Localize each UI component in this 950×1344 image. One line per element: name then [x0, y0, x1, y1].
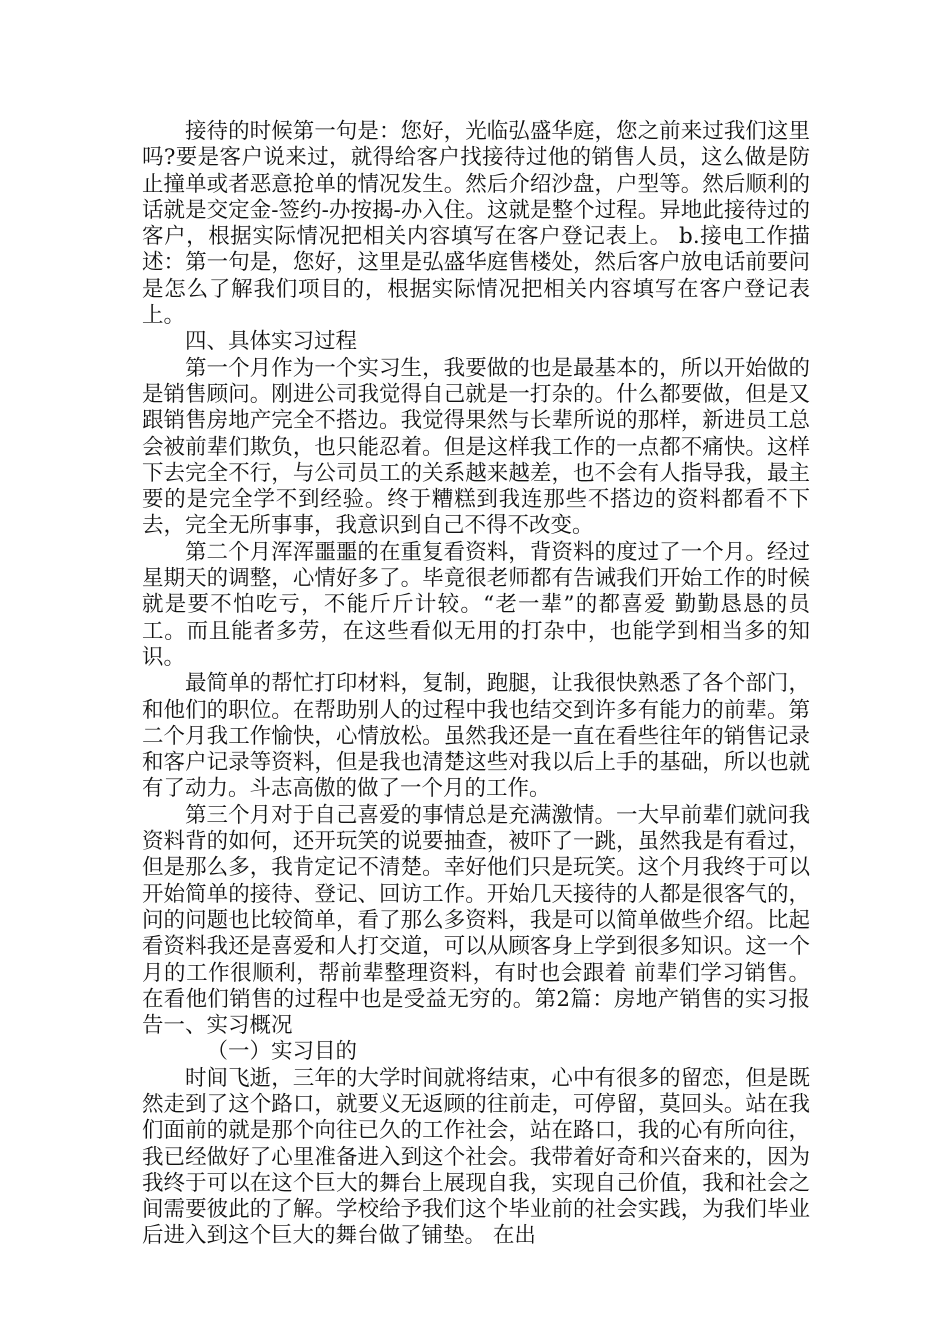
paragraph-month-one: 第一个月作为一个实习生，我要做的也是最基本的，所以开始做的是销售顾问。刚进公司我觉得自己就是一打杂的。什么都要做，但是又跟销售房地产完全不搭边。我觉得果然与长辈所说的那样，新进员工总会被前辈们欺负，也只能忍着。但是这样我工作的一点都不痛快。这样下去完全不行，与公司员工的关系越来越差，也不会有人指导我，最主要的是完全学不到经验。终于糟糕到我连那些不搭边的资料都看不下去，完全无所事事，我意识到自己不得不改变。	[142, 355, 810, 539]
section-heading-internship-process: 四、具体实习过程	[185, 329, 358, 355]
paragraph-month-three: 第三个月对于自己喜爱的事情总是充满激情。一大早前辈们就问我资料背的如何，还开玩笑的说要抽查，被吓了一跳，虽然我是有看过，但是那么多，我肯定记不清楚。幸好他们只是玩笑。这个月我终于可以开始简单的接待、登记、回访工作。开始几天接待的人都是很客气的，问的问题也比较简单，看了那么多资料，我是可以简单做些介绍。比起看资料我还是喜爱和人打交道，可以从顾客身上学到很多知识。这一个月的工作很顺利，帮前辈整理资料，有时也会跟着 前辈们学习销售。在看他们销售的过程中也是受益无穷的。第2篇：房地产销售的实习报告一、实习概况	[142, 802, 810, 1039]
paragraph-simple-tasks: 最简单的帮忙打印材料，复制，跑腿，让我很快熟悉了各个部门，和他们的职位。在帮助别人的过程中我也结交到许多有能力的前辈。第二个月我工作愉快，心情放松。虽然我还是一直在看些往年的销售记录和客户记录等资料，但是我也清楚这些对我以后上手的基础，所以也就有了动力。斗志高傲的做了一个月的工作。	[142, 671, 810, 802]
document-body	[142, 119, 810, 1250]
paragraph-time-flies: 时间飞逝，三年的大学时间就将结束，心中有很多的留恋，但是既然走到了这个路口，就要义无返顾的往前走，可停留，莫回头。站在我们面前的就是那个向往已久的工作社会，站在路口，我的心有所向往，我已经做好了心里准备进入到这个社会。我带着好奇和兴奋来的，因为我终于可以在这个巨大的舞台上展现自我，实现自己价值，我和社会之间需要彼此的了解。学校给予我们这个毕业前的社会实践，为我们毕业后进入到这个巨大的舞台做了铺垫。 在出	[142, 1065, 810, 1249]
paragraph-reception: 接待的时候第一句是：您好，光临弘盛华庭，您之前来过我们这里吗?要是客户说来过，就得给客户找接待过他的销售人员，这么做是防止撞单或者恶意抢单的情况发生。然后介绍沙盘，户型等。然后顺利的话就是交定金-签约-办按揭-办入住。这就是整个过程。异地此接待过的客户，根据实际情况把相关内容填写在客户登记表上。 b.接电工作描述：第一句是，您好，这里是弘盛华庭售楼处，然后客户放电话前要问是怎么了解我们项目的，根据实际情况把相关内容填写在客户登记表上。	[142, 119, 810, 329]
subheading-internship-purpose: （一）实习目的	[206, 1039, 358, 1065]
paragraph-month-two: 第二个月浑浑噩噩的在重复看资料，背资料的度过了一个月。经过星期天的调整，心情好多了。毕竟很老师都有告诫我们开始工作的时候就是要不怕吃亏，不能斤斤计较。“老一辈”的都喜爱 勤勤恳恳的员工。而且能者多劳，在这些看似无用的打杂中，也能学到相当多的知识。	[142, 539, 810, 670]
